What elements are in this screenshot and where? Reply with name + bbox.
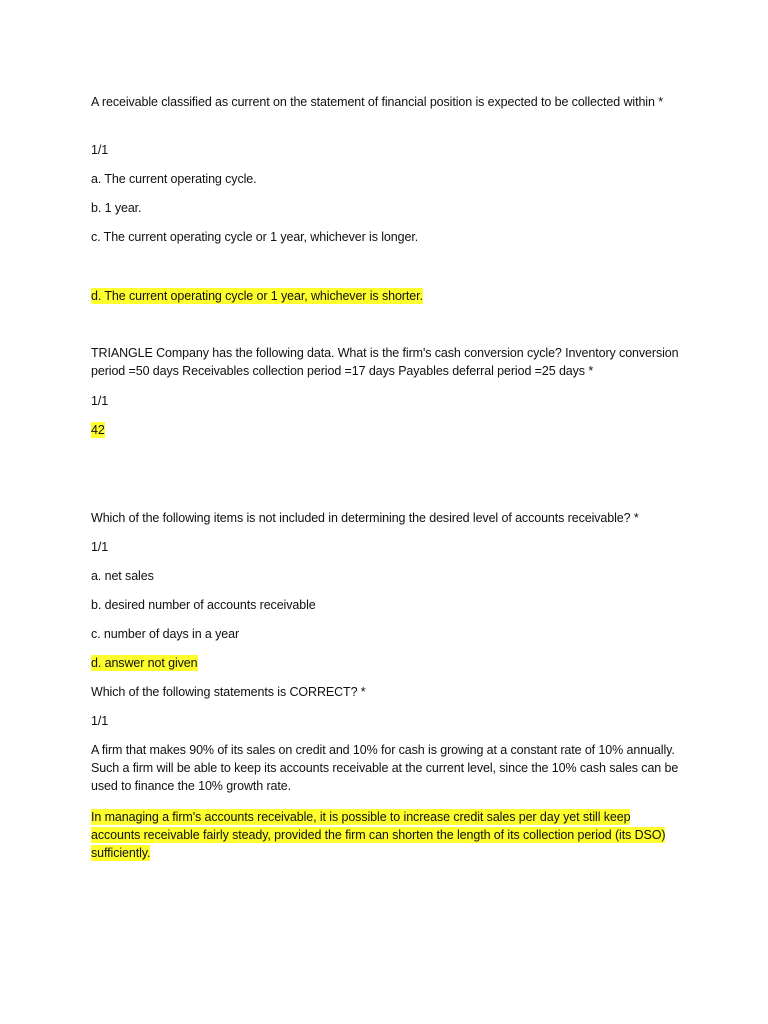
question-4-prompt: Which of the following statements is CORRECT? *	[91, 685, 366, 699]
question-4-option-2-highlighted	[91, 808, 676, 862]
question-1-option-c: c. The current operating cycle or 1 year, whichever is longer.	[91, 230, 419, 244]
highlighted-answer: d. The current operating cycle or 1 year, whichever is shorter.	[91, 289, 423, 303]
question-3-option-a: a. net sales	[91, 569, 154, 583]
highlighted-answer: 42	[91, 423, 105, 437]
question-3-option-b: b. desired number of accounts receivable	[91, 598, 316, 612]
question-2-prompt: TRIANGLE Company has the following data. What is the firm's cash conversion cycle? Inventory conversion period =50 days Receivables collection period =17 days Payables deferral period =25 days *	[91, 346, 679, 378]
highlighted-answer: d. answer not given	[91, 656, 198, 670]
question-1-option-b: b. 1 year.	[91, 201, 142, 215]
question-1-option-d-highlighted	[91, 287, 691, 305]
question-4-option-1: A firm that makes 90% of its sales on credit and 10% for cash is growing at a constant rate of 10% annually. Such a firm will be able to keep its accounts receivable at the current level, since the 10% cash sales can be used to finance the 10% growth rate.	[91, 743, 679, 793]
question-3-prompt: Which of the following items is not included in determining the desired level of accounts receivable? *	[91, 511, 639, 525]
question-3-option-d-highlighted	[91, 654, 691, 672]
question-1-score: 1/1	[91, 143, 109, 157]
question-3-option-c: c. number of days in a year	[91, 627, 240, 641]
highlighted-answer: In managing a firm's accounts receivable, it is possible to increase credit sales per day yet still keep accounts receivable fairly steady, provided the firm can shorten the length of its collection period (its DSO) sufficiently.	[91, 810, 666, 860]
question-1-option-a: a. The current operating cycle.	[91, 172, 257, 186]
question-2-answer-highlighted	[91, 421, 691, 439]
question-2-score: 1/1	[91, 394, 109, 408]
question-1-prompt: A receivable classified as current on the statement of financial position is expected to be collected within *	[91, 95, 663, 109]
question-4-score: 1/1	[91, 714, 109, 728]
question-3-score: 1/1	[91, 540, 109, 554]
